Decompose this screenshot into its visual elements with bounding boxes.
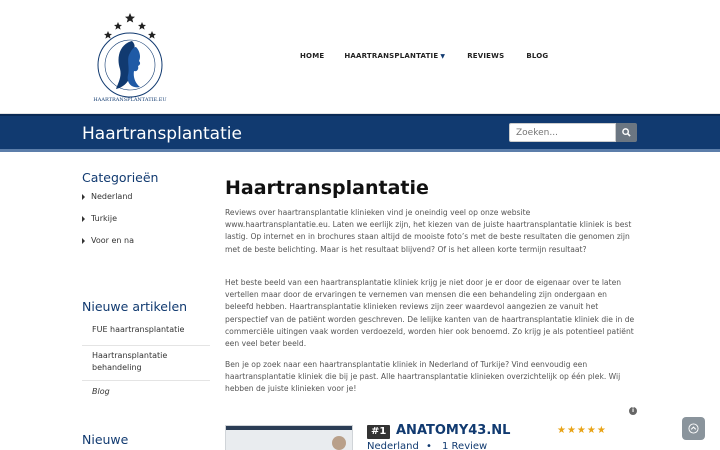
caret-right-icon [82,238,85,244]
category-item-nederland[interactable] [82,192,132,201]
site-header [0,0,720,114]
caret-right-icon [82,216,85,222]
clinic-thumbnail[interactable] [225,425,353,450]
info-icon[interactable]: i [629,407,637,415]
main-nav [300,52,548,60]
thumbnail-bar [226,426,352,430]
page-title: Haartransplantatie [225,177,429,199]
category-item-voor-en-na[interactable] [82,236,134,245]
caret-down-icon: ▼ [440,53,446,60]
intro-paragraph-1: Reviews over haartransplantatie klinieken vind je oneindig veel op onze website www.haartransplantatie.eu. Laten we eerlijk zijn, het kiezen van de juiste haartransplantatie kliniek is best lastig. Op internet en in brochures staan altijd de mooiste foto’s met de beste resultaten die genomen zijn met de beste belichting. Maar is het resultaat blijvend? Of is het alleen korte termijn resultaat? [225,208,632,254]
caret-right-icon [82,194,85,200]
nieuwe-heading: Nieuwe [82,432,129,447]
article-link-fue[interactable]: FUE haartransplantatie [82,324,210,346]
search-input[interactable] [509,123,616,142]
category-label: Nederland [91,192,133,201]
articles-heading: Nieuwe artikelen [82,299,188,314]
nav-home[interactable]: HOME [300,52,325,60]
star-rating: ★★★★★ [557,425,607,436]
category-label: Voor en na [91,236,134,245]
nav-haartransplantatie[interactable] [344,52,445,60]
separator-dot: • [426,441,432,450]
article-link-blog[interactable]: Blog [92,387,110,396]
title-band [0,114,720,152]
intro-paragraph-2: Het beste beeld van een haartransplantatie kliniek krijg je niet door je er door de eigenaar over te laten vertellen maar door de ervaringen te vernemen van mensen die een behandeling zijn ondergaan en beleefd hebben. Haartransplantatie klinieken reviews zijn zeer waardevol aangezien ze vanuit het perspectief van de patiënt worden geschreven. De lelijke kanten van de haartransplantatie kliniek die in de commerciële uitingen vaak worden verdoezeld, worden hier ook benoemd. Zo krijg je als potentieel patiënt een veel beter beeld. [225,278,635,349]
rank-badge: #1 [367,425,390,439]
category-item-turkije[interactable] [82,214,117,223]
nav-reviews[interactable]: REVIEWS [467,52,505,60]
clinic-review-count[interactable]: 1 Review [442,441,488,450]
search-button[interactable] [616,123,637,142]
categories-heading: Categorieën [82,170,159,185]
nav-blog[interactable]: BLOG [526,52,549,60]
category-label: Turkije [91,214,118,223]
band-title: Haartransplantatie [82,124,242,144]
back-to-top-button[interactable] [682,417,705,440]
search-icon [622,128,631,137]
logo-text: HAARTRANSPLANTATIE.EU [93,97,167,103]
intro-paragraph-3: Ben je op zoek naar een haartransplantatie kliniek in Nederland of Turkije? Vind eenvoudig een haartransplantatie kliniek die bij je past. Alle haartransplantatie klinieken overzichtelijk op één plek. Wij hebben de juiste klinieken voor je! [225,360,621,394]
nav-haartransplantatie-label: HAARTRANSPLANTATIE [344,52,439,60]
thumbnail-face [332,436,346,450]
article-link-behandeling[interactable]: Haartransplantatie behandeling [82,350,210,381]
clinic-name-link[interactable]: ANATOMY43.NL [396,423,511,438]
site-logo[interactable] [86,11,176,103]
chevron-up-icon [688,423,699,434]
clinic-location[interactable]: Nederland [367,441,419,450]
